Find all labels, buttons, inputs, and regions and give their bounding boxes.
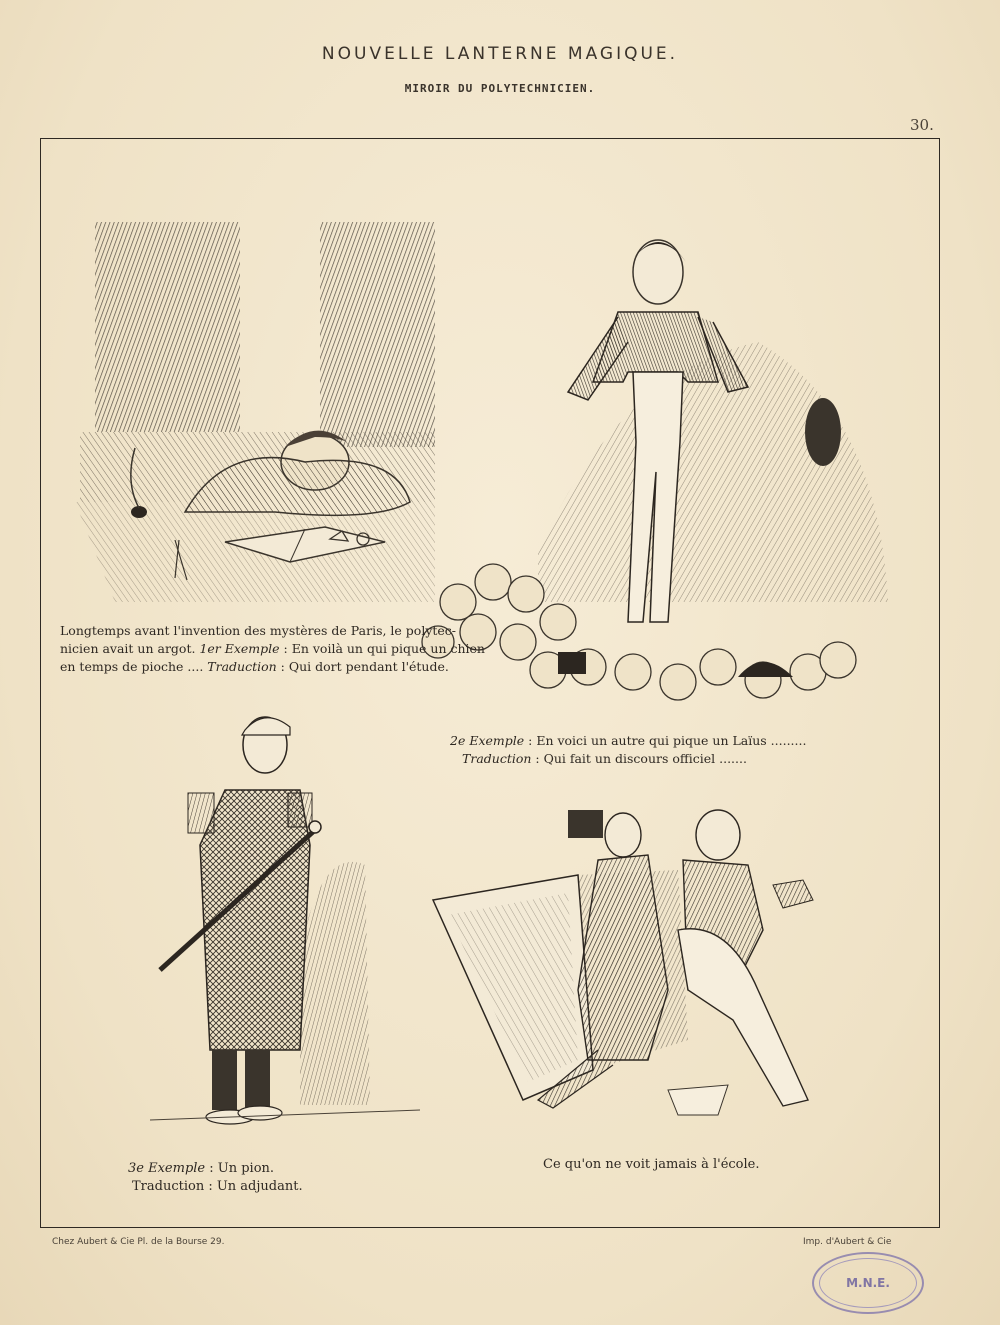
caption-bottom-right xyxy=(543,1156,759,1174)
caption-top-right-line1: 2e Exemple : En voici un autre qui pique un Laïus ......... xyxy=(450,733,807,748)
museum-stamp xyxy=(812,1252,924,1314)
museum-stamp-ring xyxy=(819,1258,917,1308)
caption-bottom-left-line2: Traduction : Un adjudant. xyxy=(132,1179,303,1194)
caption-top-left xyxy=(60,622,485,676)
plate-number: 30. xyxy=(910,116,934,134)
publisher-credit: Chez Aubert & Cie Pl. de la Bourse 29. xyxy=(52,1237,225,1247)
illustration-orator xyxy=(418,222,898,712)
caption-bottom-right-line1: Ce qu'on ne voit jamais à l'école. xyxy=(543,1157,760,1172)
caption-top-left-line2: nicien avait un argot. 1er Exemple : En voilà un qui pique un chien xyxy=(60,641,485,656)
caption-bottom-left-line1: 3e Exemple : Un pion. xyxy=(128,1161,275,1176)
caption-top-left-line3: en temps de pioche .... Traduction : Qui dort pendant l'étude. xyxy=(60,659,449,674)
museum-stamp-text: M.N.E. xyxy=(846,1276,890,1290)
illustration-pion xyxy=(150,705,430,1145)
printer-credit: Imp. d'Aubert & Cie xyxy=(803,1237,892,1247)
caption-top-left-line1: Longtemps avant l'invention des mystères de Paris, le polytec- xyxy=(60,623,457,638)
illustration-fight xyxy=(428,790,848,1130)
caption-bottom-left xyxy=(128,1160,303,1196)
caption-top-right-line2: Traduction : Qui fait un discours officiel ....... xyxy=(462,751,747,766)
page-subtitle: MIROIR DU POLYTECHNICIEN. xyxy=(404,82,596,95)
illustration-sleeping-student xyxy=(75,212,435,612)
page-title: NOUVELLE LANTERNE MAGIQUE. xyxy=(321,44,679,64)
caption-top-right xyxy=(450,732,806,768)
